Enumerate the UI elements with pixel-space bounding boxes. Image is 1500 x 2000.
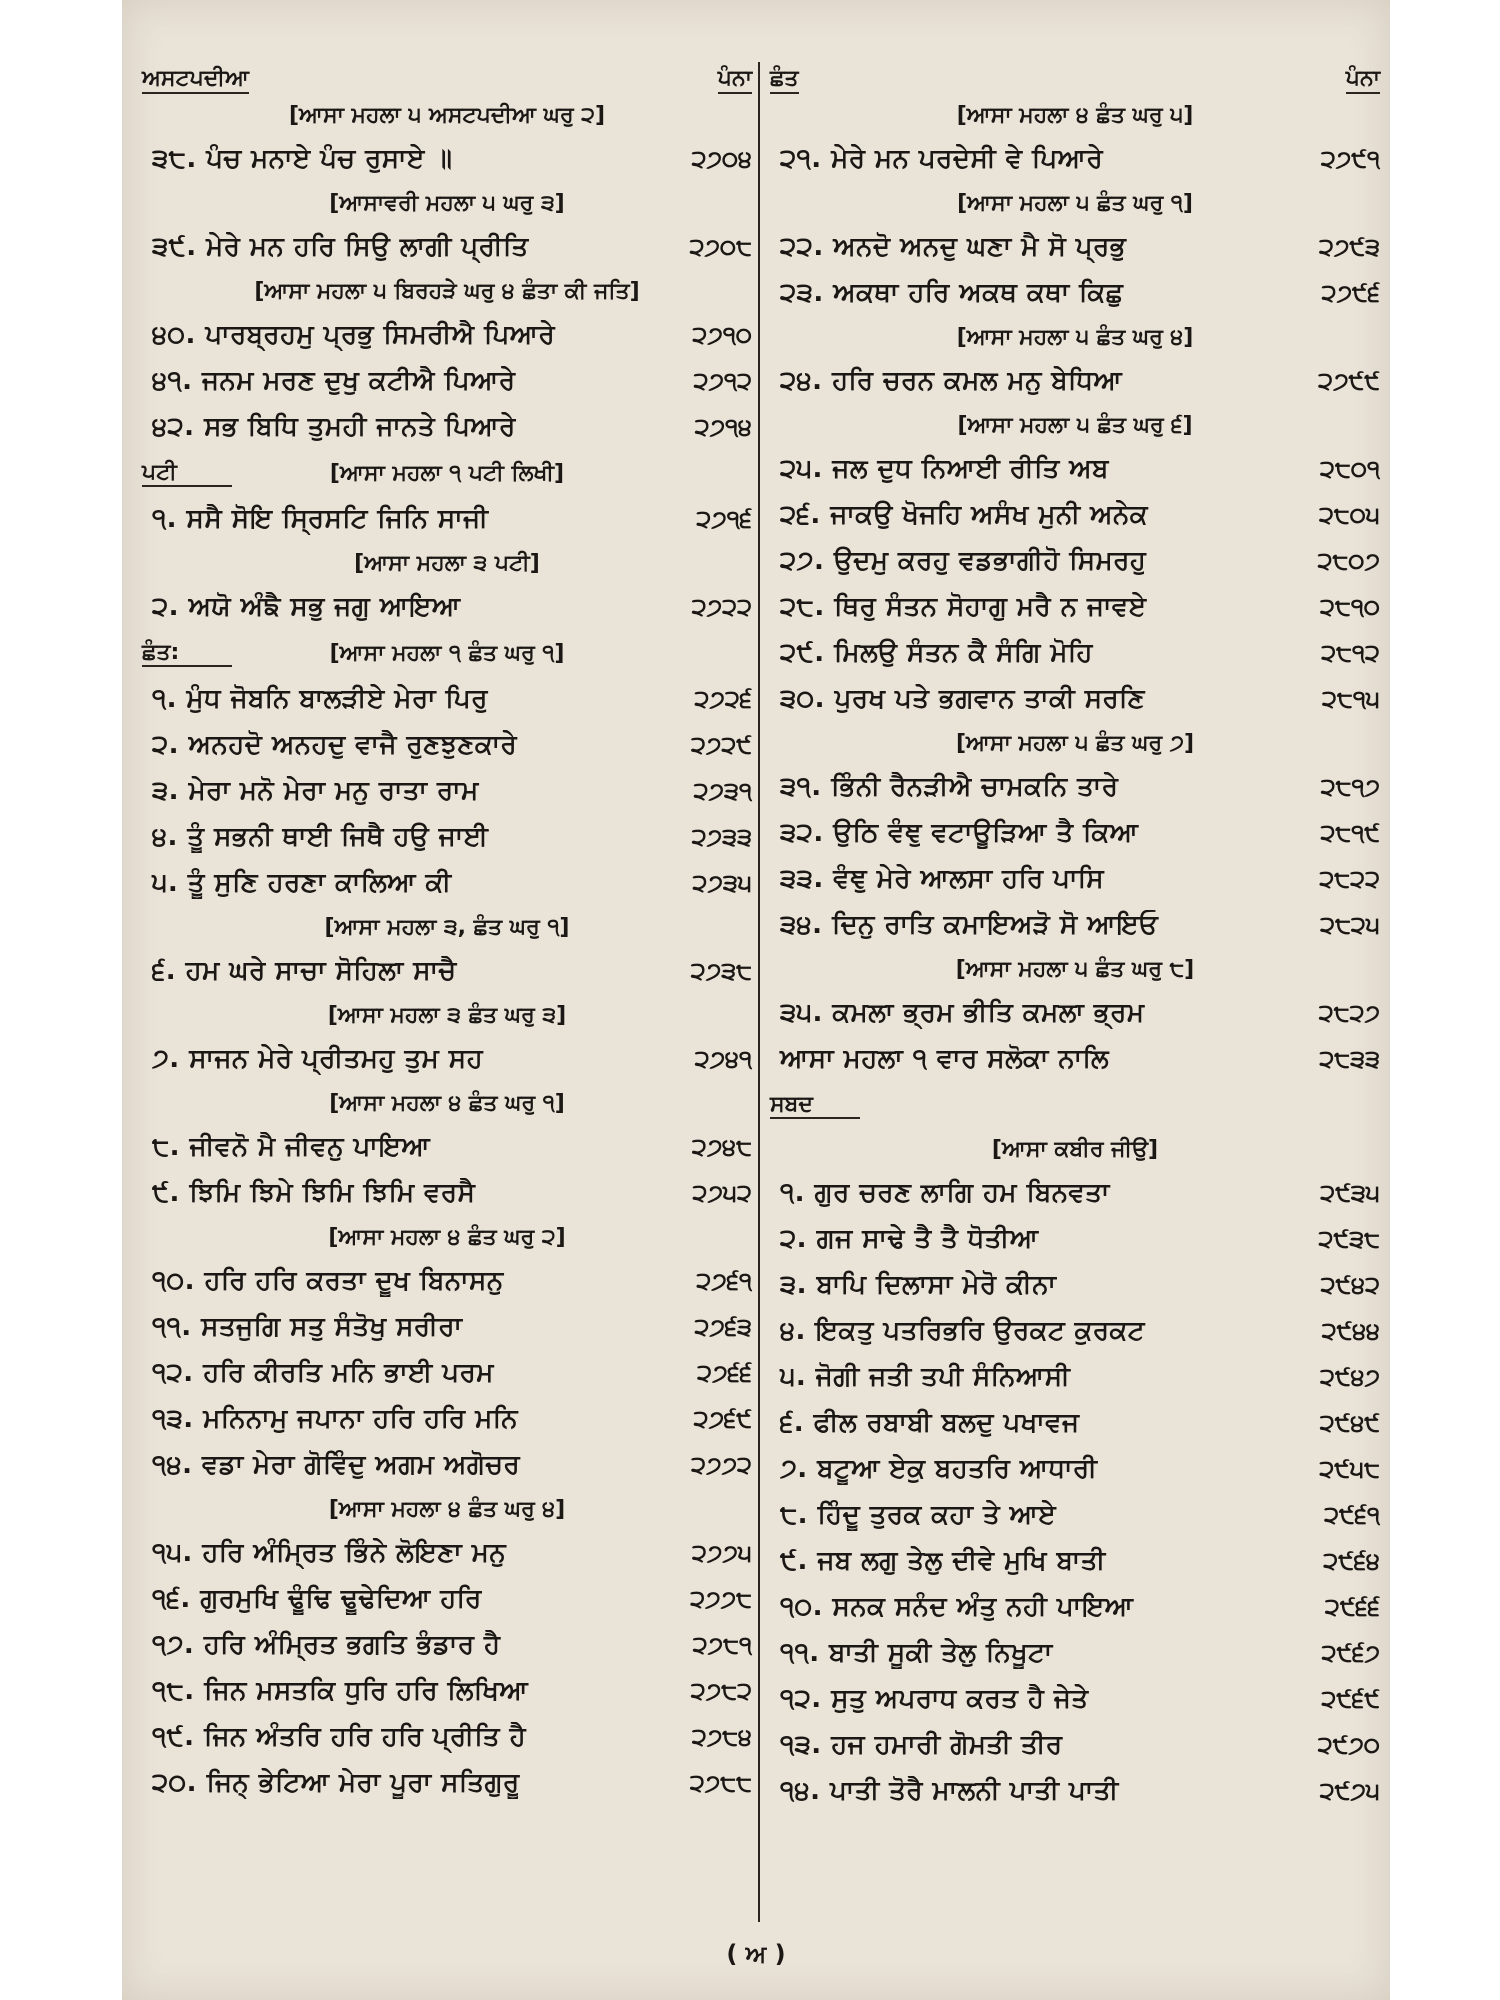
entry-page-number: ੨੯੪੪ — [1321, 1317, 1380, 1345]
entry-title: ੨. ਅਯੋ ਅੰਙੈ ਸਭੁ ਜਗੁ ਆਇਆ — [152, 591, 461, 622]
entry-title: ੧੮. ਜਿਨ ਮਸਤਕਿ ਧੁਰਿ ਹਰਿ ਲਿਖਿਆ — [152, 1675, 529, 1706]
entry-title: ੨੦. ਜਿਨ੍ ਭੇਟਿਆ ਮੇਰਾ ਪੂਰਾ ਸਤਿਗੁਰੂ — [152, 1767, 520, 1798]
index-entry — [770, 1676, 1380, 1722]
entry-title: ੨੯. ਮਿਲਉ ਸੰਤਨ ਕੈ ਸੰਗਿ ਮੋਹਿ — [780, 637, 1093, 668]
entry-page-number: ੨੭੧੬ — [696, 505, 752, 533]
entry-title: ੧੨. ਸੁਤੁ ਅਪਰਾਧ ਕਰਤ ਹੈ ਜੇਤੇ — [780, 1683, 1089, 1714]
section-heading: [ਆਸਾ ਮਹਲਾ ੫ ਛੰਤ ਘਰੁ ੭] — [955, 730, 1195, 756]
entry-title: ੪੨. ਸਭ ਬਿਧਿ ਤੁਮਹੀ ਜਾਨਤੇ ਪਿਆਰੇ — [152, 411, 516, 442]
entry-title: ੧. ਸਸੈ ਸੋਇ ਸ੍ਰਿਸਟਿ ਜਿਨਿ ਸਾਜੀ — [152, 503, 489, 534]
entry-page-number: ੨੮੦੧ — [1320, 455, 1380, 483]
entry-page-number: ੨੭੪੧ — [694, 1045, 752, 1073]
entry-page-number: ੨੭੩੮ — [690, 957, 752, 985]
section-heading: [ਆਸਾ ਮਹਲਾ ੫ ਛੰਤ ਘਰੁ ੪] — [956, 324, 1194, 350]
entry-title: ੨੫. ਜਲ ਦੁਧ ਨਿਆਈ ਰੀਤਿ ਅਬ — [780, 453, 1109, 484]
entry-page-number: ੨੯੩੫ — [1320, 1179, 1380, 1207]
entry-page-number: ੨੯੬੪ — [1323, 1547, 1380, 1575]
entry-page-number: ੨੭੬੬ — [697, 1359, 752, 1387]
entry-title: ੮. ਹਿੰਦੂ ਤੁਰਕ ਕਹਾ ਤੇ ਆਏ — [780, 1499, 1057, 1530]
entry-page-number: ੨੭੪੮ — [691, 1133, 752, 1161]
index-entry — [142, 358, 752, 404]
entry-page-number: ੨੯੭੫ — [1319, 1777, 1380, 1805]
left-column — [142, 60, 752, 1806]
entry-page-number: ੨੭੦੪ — [691, 145, 752, 173]
entry-page-number: ੨੯੪੭ — [1320, 1363, 1380, 1391]
entry-title: ੩੪. ਦਿਨੁ ਰਾਤਿ ਕਮਾਇਅੜੋ ਸੋ ਆਇਓ — [780, 909, 1159, 940]
entry-title: ੧. ਮੁੰਧ ਜੋਬਨਿ ਬਾਲੜੀਏ ਮੇਰਾ ਪਿਰੁ — [152, 683, 488, 714]
section-heading: [ਆਸਾ ਮਹਲਾ ੩ ਪਟੀ] — [354, 550, 540, 576]
index-entry — [770, 1722, 1380, 1768]
entry-title: ੩. ਮੇਰਾ ਮਨੋ ਮੇਰਾ ਮਨੁ ਰਾਤਾ ਰਾਮ — [152, 775, 479, 806]
column-divider — [758, 62, 760, 1922]
entry-page-number: ੨੭੮੨ — [690, 1677, 752, 1705]
entry-page-number: ੨੯੬੭ — [1321, 1639, 1380, 1667]
entry-title: ੭. ਸਾਜਨ ਮੇਰੇ ਪ੍ਰੀਤਮਹੁ ਤੁਮ ਸਹ — [152, 1043, 484, 1074]
entry-page-number: ੨੯੬੬ — [1324, 1593, 1380, 1621]
entry-page-number: ੨੭੩੫ — [692, 869, 752, 897]
entry-title: ੩੯. ਮੇਰੇ ਮਨ ਹਰਿ ਸਿਉ ਲਾਗੀ ਪ੍ਰੀਤਿ — [152, 231, 529, 262]
entry-page-number: ੨੭੧੨ — [693, 367, 752, 395]
entry-page-number: ੨੮੦੫ — [1318, 501, 1380, 529]
entry-page-number: ੨੭੦੮ — [689, 233, 752, 261]
entry-title: ੧੬. ਗੁਰਮੁਖਿ ਢੂੰਢਿ ਢੂਢੇਦਿਆ ਹਰਿ — [152, 1583, 482, 1614]
index-entry — [142, 1530, 752, 1576]
entry-page-number: ੨੮੧੯ — [1320, 819, 1380, 847]
index-entry — [142, 1258, 752, 1304]
entry-title: ੯. ਜਬ ਲਗੁ ਤੇਲੁ ਦੀਵੇ ਮੁਖਿ ਬਾਤੀ — [780, 1545, 1106, 1576]
index-entry — [770, 856, 1380, 902]
entry-page-number: ੨੭੩੧ — [693, 777, 752, 805]
entry-title: ੩. ਬਾਪਿ ਦਿਲਾਸਾ ਮੇਰੋ ਕੀਨਾ — [780, 1269, 1057, 1300]
section-heading: [ਆਸਾ ਮਹਲਾ ੧ ਪਟੀ ਲਿਖੀ] — [329, 460, 565, 486]
index-entry — [770, 810, 1380, 856]
entry-page-number: ੨੮੧੫ — [1322, 685, 1380, 713]
index-entry — [142, 1760, 752, 1806]
index-entry — [770, 764, 1380, 810]
entry-page-number: ੨੭੬੩ — [694, 1313, 752, 1341]
entry-page-number: ੨੯੭੦ — [1317, 1731, 1380, 1759]
index-entry — [142, 1036, 752, 1082]
section-heading: [ਆਸਾ ਮਹਲਾ ੩, ਛੰਤ ਘਰੁ ੧] — [324, 914, 570, 940]
index-list — [142, 94, 752, 1806]
entry-page-number: ੨੭੬੧ — [696, 1267, 752, 1295]
entry-title: ੩੧. ਭਿੰਨੀ ਰੈਨੜੀਐ ਚਾਮਕਨਿ ਤਾਰੇ — [780, 771, 1119, 802]
entry-page-number: ੨੭੨੨ — [691, 593, 752, 621]
index-entry — [142, 1170, 752, 1216]
index-entry — [770, 1538, 1380, 1584]
entry-page-number: ੨੮੧੦ — [1320, 593, 1380, 621]
index-entry — [770, 1630, 1380, 1676]
entry-page-number: ੨੮੧੭ — [1320, 773, 1380, 801]
entry-title: ੨੬. ਜਾਕਉ ਖੋਜਹਿ ਅਸੰਖ ਮੁਨੀ ਅਨੇਕ — [780, 499, 1148, 530]
index-entry — [770, 224, 1380, 270]
entry-title: ੨੪. ਹਰਿ ਚਰਨ ਕਮਲ ਮਨੁ ਬੇਧਿਆ — [780, 365, 1123, 396]
entry-title: ੯. ਝਿਮਿ ਝਿਮੇ ਝਿਮਿ ਝਿਮਿ ਵਰਸੈ — [152, 1177, 476, 1208]
column-title: ਅਸਟਪਦੀਆ — [142, 66, 249, 94]
section-heading: [ਆਸਾ ਮਹਲਾ ੫ ਛੰਤ ਘਰੁ ੬] — [957, 412, 1193, 438]
entry-title: ੧੩. ਮਨਿਨਾਮੁ ਜਪਾਨਾ ਹਰਿ ਹਰਿ ਮਨਿ — [152, 1403, 518, 1434]
section-heading: [ਆਸਾ ਮਹਲਾ ੫ ਛੰਤ ਘਰੁ ੮] — [955, 956, 1195, 982]
entry-page-number: ੨੯੬੧ — [1324, 1501, 1380, 1529]
column-title: ਛੰਤ — [770, 66, 799, 94]
entry-title: ੨੩. ਅਕਥਾ ਹਰਿ ਅਕਥ ਕਥਾ ਕਿਛੁ — [780, 277, 1124, 308]
index-entry — [770, 1584, 1380, 1630]
entry-page-number: ੨੯੩੮ — [1318, 1225, 1380, 1253]
index-entry — [142, 860, 752, 906]
section-heading: [ਆਸਾ ਕਬੀਰ ਜੀਉ] — [991, 1136, 1159, 1162]
index-entry — [770, 1262, 1380, 1308]
index-entry — [142, 1396, 752, 1442]
section-label-row — [142, 630, 752, 676]
entry-page-number: ੨੭੫੨ — [692, 1179, 752, 1207]
section-heading: [ਆਸਾ ਮਹਲਾ ੫ ਬਿਰਹੜੇ ਘਰੁ ੪ ਛੰਤਾ ਕੀ ਜਤਿ] — [254, 278, 640, 304]
entry-title: ੧੭. ਹਰਿ ਅੰਮ੍ਰਿਤ ਭਗਤਿ ਭੰਡਾਰ ਹੈ — [152, 1629, 501, 1660]
index-entry — [142, 136, 752, 182]
entry-page-number: ੨੭੭੮ — [690, 1585, 752, 1613]
entry-title: ੧੨. ਹਰਿ ਕੀਰਤਿ ਮਨਿ ਭਾਈ ਪਰਮ — [152, 1357, 494, 1388]
entry-title: ੧੩. ਹਜ ਹਮਾਰੀ ਗੋਮਤੀ ਤੀਰ — [780, 1729, 1063, 1760]
entry-title: ੨. ਅਨਹਦੋ ਅਨਹਦੁ ਵਾਜੈ ਰੁਣਝੁਣਕਾਰੇ — [152, 729, 518, 760]
section-label: ਪਟੀ — [142, 460, 232, 487]
index-entry — [142, 1714, 752, 1760]
entry-page-number: ੨੭੨੬ — [694, 685, 752, 713]
index-entry — [142, 1442, 752, 1488]
index-entry — [142, 312, 752, 358]
index-entry — [142, 722, 752, 768]
index-entry — [142, 404, 752, 450]
index-entry — [142, 1124, 752, 1170]
section-heading: [ਆਸਾ ਮਹਲਾ ੪ ਛੰਤ ਘਰੁ ੪] — [328, 1496, 566, 1522]
entry-title: ੨੮. ਥਿਰੁ ਸੰਤਨ ਸੋਹਾਗੁ ਮਰੈ ਨ ਜਾਵਏ — [780, 591, 1147, 622]
index-entry — [770, 902, 1380, 948]
index-entry — [142, 1576, 752, 1622]
entry-page-number: ੨੯੫੮ — [1319, 1455, 1380, 1483]
index-entry — [142, 814, 752, 860]
index-entry — [770, 358, 1380, 404]
entry-title: ੩੨. ਉਠਿ ਵੰਞੁ ਵਟਾਊੜਿਆ ਤੈ ਕਿਆ — [780, 817, 1139, 848]
entry-page-number: ੨੭੮੪ — [691, 1723, 752, 1751]
entry-title: ੫. ਜੋਗੀ ਜਤੀ ਤਪੀ ਸੰਨਿਆਸੀ — [780, 1361, 1071, 1392]
page-paper — [122, 0, 1390, 2000]
entry-title: ੧੧. ਸਤਜੁਗਿ ਸਤੁ ਸੰਤੋਖੁ ਸਰੀਰਾ — [152, 1311, 463, 1342]
index-entry — [770, 1400, 1380, 1446]
entry-page-number: ੨੭੧੪ — [694, 413, 752, 441]
entry-page-number: ੨੭੯੩ — [1318, 233, 1380, 261]
index-entry — [142, 1304, 752, 1350]
entry-title: ੪. ਤੂੰ ਸਭਨੀ ਥਾਈ ਜਿਥੈ ਹਉ ਜਾਈ — [152, 821, 489, 852]
entry-page-number: ੨੮੨੭ — [1318, 999, 1380, 1027]
entry-page-number: ੨੭੩੩ — [691, 823, 752, 851]
entry-title: ੨. ਗਜ ਸਾਢੇ ਤੈ ਤੈ ਧੋਤੀਆ — [780, 1223, 1039, 1254]
entry-page-number: ੨੭੬੯ — [693, 1405, 752, 1433]
entry-page-number: ੨੭੭੨ — [691, 1451, 752, 1479]
entry-page-number: ੨੮੨੫ — [1320, 911, 1380, 939]
entry-page-number: ੨੮੨੨ — [1319, 865, 1380, 893]
entry-title: ੩੮. ਪੰਚ ਮਨਾਏ ਪੰਚ ਰੁਸਾਏ ॥ — [152, 143, 453, 174]
entry-title: ੧੪. ਵਡਾ ਮੇਰਾ ਗੋਵਿੰਦੁ ਅਗਮ ਅਗੋਚਰ — [152, 1449, 521, 1480]
column-header — [770, 60, 1380, 94]
entry-title: ੧੧. ਬਾਤੀ ਸੂਕੀ ਤੇਲੁ ਨਿਖੂਟਾ — [780, 1637, 1053, 1668]
index-list — [770, 94, 1380, 1814]
index-entry — [142, 1350, 752, 1396]
index-entry — [770, 538, 1380, 584]
section-label-row — [142, 450, 752, 496]
section-heading: [ਆਸਾਵਰੀ ਮਹਲਾ ੫ ਘਰੁ ੩] — [329, 190, 565, 216]
entry-page-number: ੨੭੯੯ — [1318, 367, 1380, 395]
entry-title: ੨੭. ਉਦਮੁ ਕਰਹੁ ਵਡਭਾਗੀਹੋ ਸਿਮਰਹੁ — [780, 545, 1147, 576]
index-entry — [770, 584, 1380, 630]
column-header — [142, 60, 752, 94]
index-entry — [770, 492, 1380, 538]
entry-title: ੧੫. ਹਰਿ ਅੰਮ੍ਰਿਤ ਭਿੰਨੇ ਲੋਇਣਾ ਮਨੁ — [152, 1537, 507, 1568]
section-heading: [ਆਸਾ ਮਹਲਾ ੪ ਛੰਤ ਘਰੁ ੨] — [328, 1224, 566, 1250]
entry-title: ੩੫. ਕਮਲਾ ਭ੍ਰਮ ਭੀਤਿ ਕਮਲਾ ਭ੍ਰਮ — [780, 997, 1145, 1028]
index-entry — [770, 1446, 1380, 1492]
entry-page-number: ੨੮੧੨ — [1321, 639, 1380, 667]
index-entry — [770, 1768, 1380, 1814]
section-label: ਸਬਦ — [770, 1092, 860, 1119]
entry-title: ੧੦. ਸਨਕ ਸਨੰਦ ਅੰਤੁ ਨਹੀ ਪਾਇਆ — [780, 1591, 1134, 1622]
index-entry — [770, 1036, 1380, 1082]
index-entry — [142, 1668, 752, 1714]
section-heading: [ਆਸਾ ਮਹਲਾ ੫ ਅਸਟਪਦੀਆ ਘਰੁ ੨] — [288, 102, 606, 128]
index-entry — [142, 1622, 752, 1668]
entry-page-number: ੨੭੧੦ — [692, 321, 752, 349]
index-entry — [142, 224, 752, 270]
entry-page-number: ੨੯੬੯ — [1321, 1685, 1380, 1713]
entry-title: ੪. ਇਕਤੁ ਪਤਰਿਭਰਿ ਉਰਕਟ ਕੁਰਕਟ — [780, 1315, 1145, 1346]
section-heading: [ਆਸਾ ਮਹਲਾ ੪ ਛੰਤ ਘਰੁ ੧] — [329, 1090, 565, 1116]
index-entry — [770, 270, 1380, 316]
entry-title: ੭. ਬਟੂਆ ਏਕੁ ਬਹਤਰਿ ਆਧਾਰੀ — [780, 1453, 1098, 1484]
right-column — [770, 60, 1380, 1814]
entry-page-number: ੨੯੪੨ — [1320, 1271, 1380, 1299]
index-entry — [142, 496, 752, 542]
entry-title: ੮. ਜੀਵਨੋ ਮੈ ਜੀਵਨੁ ਪਾਇਆ — [152, 1131, 431, 1162]
entry-title: ੩੩. ਵੰਞੁ ਮੇਰੇ ਆਲਸਾ ਹਰਿ ਪਾਸਿ — [780, 863, 1105, 894]
entry-page-number: ੨੭੨੯ — [690, 731, 752, 759]
entry-title: ੧. ਗੁਰ ਚਰਣ ਲਾਗਿ ਹਮ ਬਿਨਵਤਾ — [780, 1177, 1110, 1208]
entry-title: ੧੦. ਹਰਿ ਹਰਿ ਕਰਤਾ ਦੂਖ ਬਿਨਾਸਨੁ — [152, 1265, 504, 1296]
index-entry — [770, 136, 1380, 182]
section-label: ਛੰਤ: — [142, 640, 232, 667]
entry-page-number: ੨੭੮੮ — [689, 1769, 752, 1797]
section-heading: [ਆਸਾ ਮਹਲਾ ੩ ਛੰਤ ਘਰੁ ੩] — [327, 1002, 567, 1028]
entry-title: ੨੧. ਮੇਰੇ ਮਨ ਪਰਦੇਸੀ ਵੇ ਪਿਆਰੇ — [780, 143, 1104, 174]
entry-page-number: ੨੮੦੭ — [1317, 547, 1380, 575]
index-entry — [770, 630, 1380, 676]
index-entry — [770, 1492, 1380, 1538]
index-entry — [770, 1354, 1380, 1400]
page-column-label: ਪੰਨਾ — [718, 66, 752, 94]
entry-title: ਆਸਾ ਮਹਲਾ ੧ ਵਾਰ ਸਲੋਕਾ ਨਾਲਿ — [780, 1043, 1110, 1074]
index-entry — [770, 676, 1380, 722]
section-heading: [ਆਸਾ ਮਹਲਾ ੧ ਛੰਤ ਘਰੁ ੧] — [329, 640, 565, 666]
entry-title: ੩੦. ਪੁਰਖ ਪਤੇ ਭਗਵਾਨ ਤਾਕੀ ਸਰਣਿ — [780, 683, 1145, 714]
entry-title: ੬. ਫੀਲ ਰਬਾਬੀ ਬਲਦੁ ਪਖਾਵਜ — [780, 1407, 1080, 1438]
index-entry — [142, 948, 752, 994]
index-entry — [770, 1308, 1380, 1354]
section-label-row — [770, 1082, 1380, 1128]
section-heading: [ਆਸਾ ਮਹਲਾ ੫ ਛੰਤ ਘਰੁ ੧] — [957, 190, 1193, 216]
entry-page-number: ੨੭੯੧ — [1320, 145, 1380, 173]
entry-title: ੧੯. ਜਿਨ ਅੰਤਰਿ ਹਰਿ ਹਰਿ ਪ੍ਰੀਤਿ ਹੈ — [152, 1721, 527, 1752]
entry-title: ੬. ਹਮ ਘਰੇ ਸਾਚਾ ਸੋਹਿਲਾ ਸਾਚੈ — [152, 955, 457, 986]
index-entry — [142, 676, 752, 722]
entry-page-number: ੨੮੩੩ — [1319, 1045, 1380, 1073]
entry-title: ੫. ਤੂੰ ਸੁਣਿ ਹਰਣਾ ਕਾਲਿਆ ਕੀ — [152, 867, 452, 898]
entry-page-number: ੨੭੮੧ — [692, 1631, 752, 1659]
entry-page-number: ੨੭੯੬ — [1321, 279, 1380, 307]
index-entry — [142, 768, 752, 814]
section-heading: [ਆਸਾ ਮਹਲਾ ੪ ਛੰਤ ਘਰੁ ੫] — [956, 102, 1194, 128]
entry-title: ੪੦. ਪਾਰਬ੍ਰਹਮੁ ਪ੍ਰਭੁ ਸਿਮਰੀਐ ਪਿਆਰੇ — [152, 319, 556, 350]
entry-title: ੨੨. ਅਨਦੋ ਅਨਦੁ ਘਣਾ ਮੈ ਸੋ ਪ੍ਰਭੁ — [780, 231, 1127, 262]
index-entry — [770, 1170, 1380, 1216]
entry-title: ੧੪. ਪਾਤੀ ਤੋਰੈ ਮਾਲਨੀ ਪਾਤੀ ਪਾਤੀ — [780, 1775, 1119, 1806]
index-entry — [142, 584, 752, 630]
index-entry — [770, 990, 1380, 1036]
index-entry — [770, 1216, 1380, 1262]
page-column-label: ਪੰਨਾ — [1346, 66, 1380, 94]
entry-page-number: ੨੭੭੫ — [691, 1539, 752, 1567]
page-number-marker: ( ਅ ) — [726, 1940, 786, 1968]
entry-title: ੪੧. ਜਨਮ ਮਰਣ ਦੁਖੁ ਕਟੀਐ ਪਿਆਰੇ — [152, 365, 516, 396]
index-entry — [770, 446, 1380, 492]
entry-page-number: ੨੯੪੯ — [1319, 1409, 1380, 1437]
